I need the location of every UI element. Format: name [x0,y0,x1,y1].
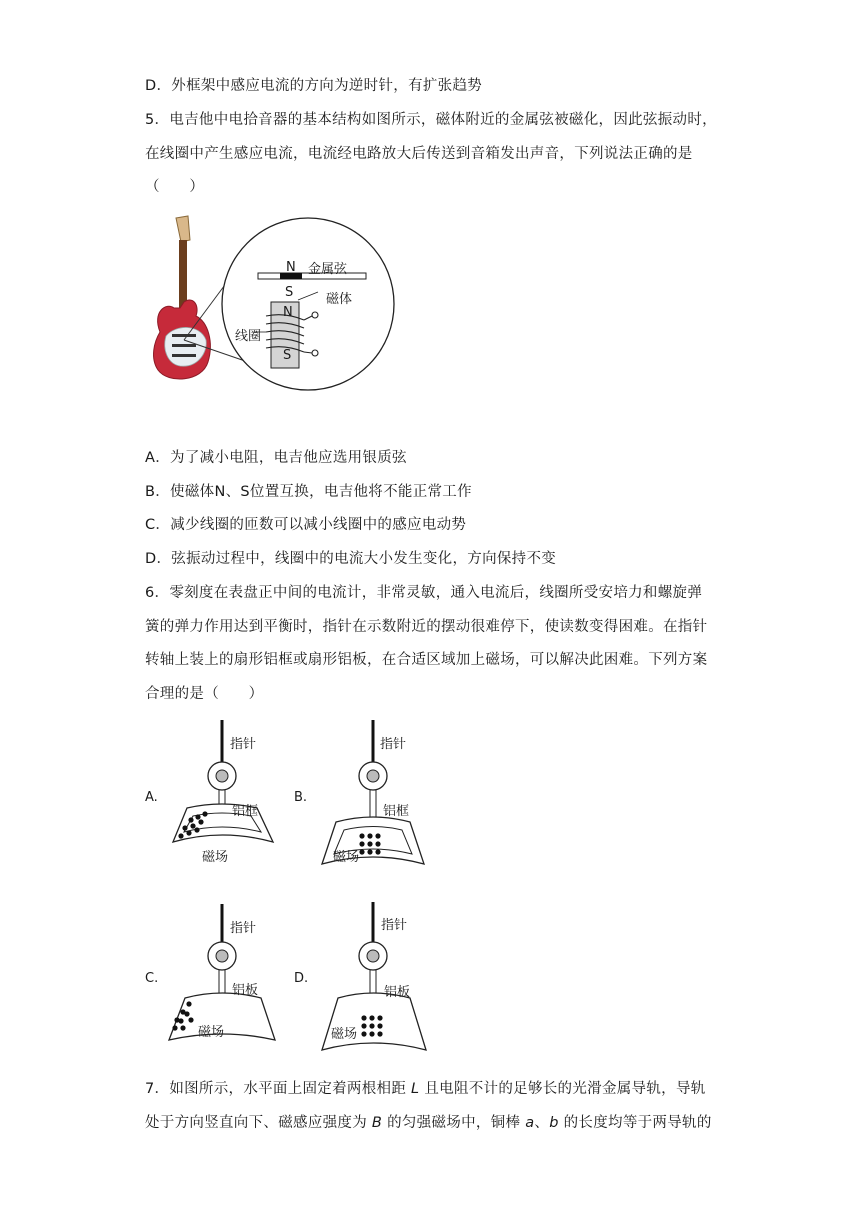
magnet-pole-s: S [283,348,292,363]
q5-guitar-pickup-figure [148,212,398,402]
q5-option-b: B．使磁体N、S位置互换，电吉他将不能正常工作 [145,484,472,500]
q7-line-2-c: 的长度均等于两导轨的 [558,1115,712,1131]
magnet-label: 磁体 [326,292,353,307]
q6-fig-c-plate-label: 铝板 [232,983,259,998]
q6-fig-d-letter: D. [294,971,309,986]
q7-var-b: b [549,1115,559,1131]
magnet-pole-n: N [283,305,293,320]
q5-option-c: C．减少线圈的匝数可以减小线圈中的感应电动势 [145,517,467,533]
q6-fig-d-pointer-label: 指针 [381,918,408,933]
q7-line-1-b: 且电阻不计的足够长的光滑金属导轨，导轨 [419,1081,706,1097]
q5-option-d: D．弦振动过程中，线圈中的电流大小发生变化，方向保持不变 [145,551,557,567]
q5-stem-line-2: 在线圈中产生感应电流，电流经电路放大后传送到音箱发出声音，下列说法正确的是 [145,146,693,162]
q5-option-a: A．为了减小电阻，电吉他应选用银质弦 [145,450,407,466]
q7-line-1 [145,1077,706,1098]
q6-fig-a-letter: A. [145,790,158,805]
string-pole-n: N [286,260,296,275]
q5-stem-line-3: （ ） [145,179,205,195]
q7-line-2-sep: 、 [534,1115,550,1131]
q6-fig-c-pointer-label: 指针 [230,921,257,936]
q4-option-d: D．外框架中感应电流的方向为逆时针，有扩张趋势 [145,78,483,94]
q6-fig-c-field-label: 磁场 [198,1025,225,1040]
q6-stem-line-2: 簧的弹力作用达到平衡时，指针在示数附近的摆动很难停下，使读数变得困难。在指针 [145,619,708,635]
q6-fig-a-frame-label: 铝框 [232,804,259,819]
pickup-zoom-circle [222,218,394,390]
q6-fig-b-letter: B. [294,790,308,805]
guitar-icon [154,216,211,379]
q6-stem-line-4: 合理的是（ ） [145,686,264,702]
q7-var-B: B [371,1115,383,1131]
coil-label: 线圈 [235,329,262,344]
q6-stem-line-3: 转轴上装上的扇形铝框或扇形铝板，在合适区域加上磁场，可以解决此困难。下列方案 [145,652,708,668]
q6-fig-b-field-label: 磁场 [333,850,360,865]
q6-fig-b-frame-label: 铝框 [383,804,410,819]
q7-var-a: a [525,1115,535,1131]
q7-line-1-a: 7．如图所示，水平面上固定着两根相距 [145,1081,412,1097]
metal-string-label: 金属弦 [308,262,348,277]
q7-line-2 [145,1111,712,1132]
q6-fig-d-field-label: 磁场 [331,1027,358,1042]
q6-fig-c-letter: C. [145,971,159,986]
q5-stem-line-1: 5．电吉他中电拾音器的基本结构如图所示，磁体附近的金属弦被磁化，因此弦振动时， [145,112,717,128]
q6-fig-b-pointer-label: 指针 [380,737,407,752]
q6-fig-d-plate-label: 铝板 [384,985,411,1000]
q7-line-2-b: 的匀强磁场中，铜棒 [382,1115,526,1131]
q7-var-L: L [411,1081,420,1097]
magnet-top-s: S [285,285,294,300]
q7-line-2-a: 处于方向竖直向下、磁感应强度为 [145,1115,372,1131]
q6-fig-a-pointer-label: 指针 [230,737,257,752]
q6-fig-a-field-label: 磁场 [202,850,229,865]
q6-stem-line-1: 6．零刻度在表盘正中间的电流计，非常灵敏，通入电流后，线圈所受安培力和螺旋弹 [145,585,703,601]
